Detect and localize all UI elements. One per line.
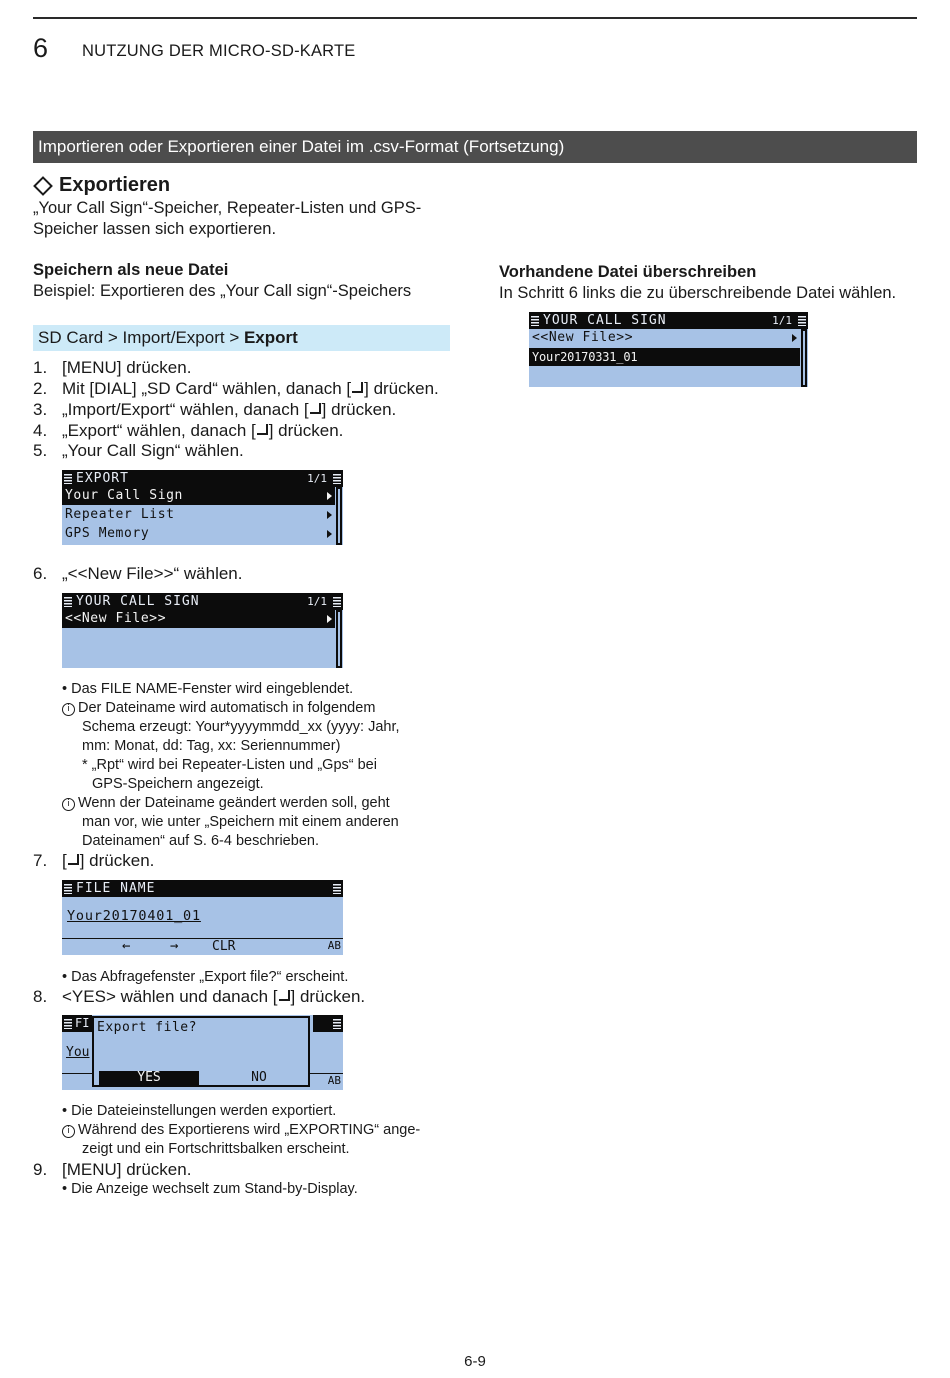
lcd-title-bar xyxy=(62,593,343,610)
note: • Das Abfragefenster „Export file?“ erscheint. xyxy=(62,969,349,985)
example-text: Beispiel: Exportieren des „Your Call sign“-Speichers xyxy=(33,282,412,300)
note: zeigt und ein Fortschrittsbalken erscheint. xyxy=(82,1141,350,1157)
menu-icon xyxy=(798,316,806,326)
menu-path xyxy=(33,325,450,351)
note: * „Rpt“ wird bei Repeater-Listen und „Gps“ bei xyxy=(82,757,377,773)
menu-icon xyxy=(333,1019,341,1029)
export-intro xyxy=(33,198,421,240)
export-intro-line: Speicher lassen sich exportieren. xyxy=(33,220,277,238)
lcd-item-repeater-list[interactable]: Repeater List xyxy=(62,506,335,524)
menu-icon xyxy=(333,474,341,484)
note: • Das FILE NAME-Fenster wird eingeblendet. xyxy=(62,681,354,697)
lcd-page: 1/1 xyxy=(307,595,327,608)
note: Dateinamen“ auf S. 6-4 beschrieben. xyxy=(82,833,319,849)
menu-icon xyxy=(531,316,539,326)
no-button[interactable]: NO xyxy=(251,1070,267,1085)
divider xyxy=(62,938,343,939)
info-icon: i xyxy=(62,703,75,716)
lcd-bg-title: FI xyxy=(62,1015,92,1032)
arrow-right-icon xyxy=(327,530,332,538)
lcd-title-bar xyxy=(62,470,343,487)
lcd-bg-title-right xyxy=(313,1015,343,1032)
chapter-title: NUTZUNG DER MICRO-SD-KARTE xyxy=(82,42,356,60)
menu-icon xyxy=(64,597,72,607)
note: i Der Dateiname wird automatisch in folgendem xyxy=(62,699,375,718)
export-heading-label: Exportieren xyxy=(59,174,171,196)
yes-button[interactable]: YES xyxy=(99,1071,199,1085)
note: man vor, wie unter „Speichern mit einem anderen xyxy=(82,814,399,830)
menu-icon xyxy=(64,474,72,484)
clear-key[interactable]: CLR xyxy=(212,939,236,954)
overwrite-heading: Vorhandene Datei überschreiben xyxy=(499,263,757,281)
lcd-scrollbar xyxy=(801,329,807,387)
note: • Die Dateieinstellungen werden exportiert. xyxy=(62,1103,337,1119)
lcd-item-new-file[interactable]: <<New File>> xyxy=(62,610,335,628)
dialog-box xyxy=(92,1016,310,1087)
lcd-file-name xyxy=(62,880,343,955)
note: Schema erzeugt: Your*yyyymmdd_xx (yyyy: Jahr, xyxy=(82,719,400,735)
section-bar: Importieren oder Exportieren einer Datei im .csv-Format (Fortsetzung) xyxy=(33,131,917,163)
cursor-left-key[interactable]: ← xyxy=(122,938,131,954)
lcd-page: 1/1 xyxy=(307,472,327,485)
lcd-title: FILE NAME xyxy=(76,881,156,896)
overwrite-text: In Schritt 6 links die zu überschreibende Datei wählen. xyxy=(499,284,897,302)
menu-icon xyxy=(64,884,72,894)
lcd-scrollbar xyxy=(336,487,342,545)
cursor-right-key[interactable]: → xyxy=(170,938,179,954)
menu-icon xyxy=(64,1019,72,1029)
note: GPS-Speichern angezeigt. xyxy=(92,776,264,792)
lcd-item-new-file[interactable]: <<New File>> xyxy=(529,329,800,347)
lcd-title-bar xyxy=(529,312,808,329)
lcd-export-menu xyxy=(62,470,343,545)
lcd-page: 1/1 xyxy=(772,314,792,327)
sub-heading-new-file: Speichern als neue Datei xyxy=(33,261,229,279)
file-name-field[interactable]: Your20170401_01 xyxy=(67,908,201,924)
enter-icon xyxy=(257,424,268,435)
lcd-scrollbar xyxy=(336,610,342,668)
enter-icon xyxy=(310,403,321,414)
chapter-number: 6 xyxy=(33,33,49,63)
note: • Die Anzeige wechselt zum Stand-by-Display. xyxy=(62,1181,358,1197)
info-icon: i xyxy=(62,798,75,811)
enter-icon xyxy=(352,382,363,393)
lcd-title: YOUR CALL SIGN xyxy=(76,594,200,609)
lcd-your-call-sign xyxy=(62,593,343,668)
dialog-question: Export file? xyxy=(97,1020,197,1035)
enter-icon xyxy=(68,854,79,865)
info-icon: i xyxy=(62,1125,75,1138)
arrow-right-icon xyxy=(327,492,332,500)
enter-icon xyxy=(279,990,290,1001)
diamond-icon xyxy=(33,176,53,196)
mode-key: AB xyxy=(327,1074,341,1087)
menu-icon xyxy=(333,884,341,894)
menu-path-prefix: SD Card > Import/Export > xyxy=(38,328,244,347)
menu-path-target: Export xyxy=(243,328,298,347)
page-number: 6-9 xyxy=(464,1353,486,1370)
mode-key[interactable]: AB xyxy=(327,939,341,952)
arrow-right-icon xyxy=(327,615,332,623)
top-rule xyxy=(33,17,917,19)
export-heading xyxy=(33,174,170,197)
lcd-overwrite xyxy=(529,312,808,387)
lcd-bg-text: You xyxy=(66,1045,90,1060)
lcd-title: EXPORT xyxy=(76,471,129,486)
lcd-title: YOUR CALL SIGN xyxy=(543,313,667,328)
note: mm: Monat, dd: Tag, xx: Seriennummer) xyxy=(82,738,341,754)
note: i Wenn der Dateiname geändert werden soll, geht xyxy=(62,794,390,813)
lcd-title-bar xyxy=(62,880,343,897)
arrow-right-icon xyxy=(792,334,797,342)
lcd-item-gps-memory[interactable]: GPS Memory xyxy=(62,525,335,543)
note: i Während des Exportierens wird „EXPORTING“ ange- xyxy=(62,1121,420,1140)
lcd-item-existing-file[interactable]: Your20170331_01 xyxy=(529,348,800,366)
menu-icon xyxy=(333,597,341,607)
lcd-item-your-call-sign[interactable]: Your Call Sign xyxy=(62,487,335,505)
lcd-export-dialog xyxy=(62,1015,343,1090)
export-intro-line: „Your Call Sign“-Speicher, Repeater-Listen und GPS- xyxy=(33,199,422,217)
arrow-right-icon xyxy=(327,511,332,519)
